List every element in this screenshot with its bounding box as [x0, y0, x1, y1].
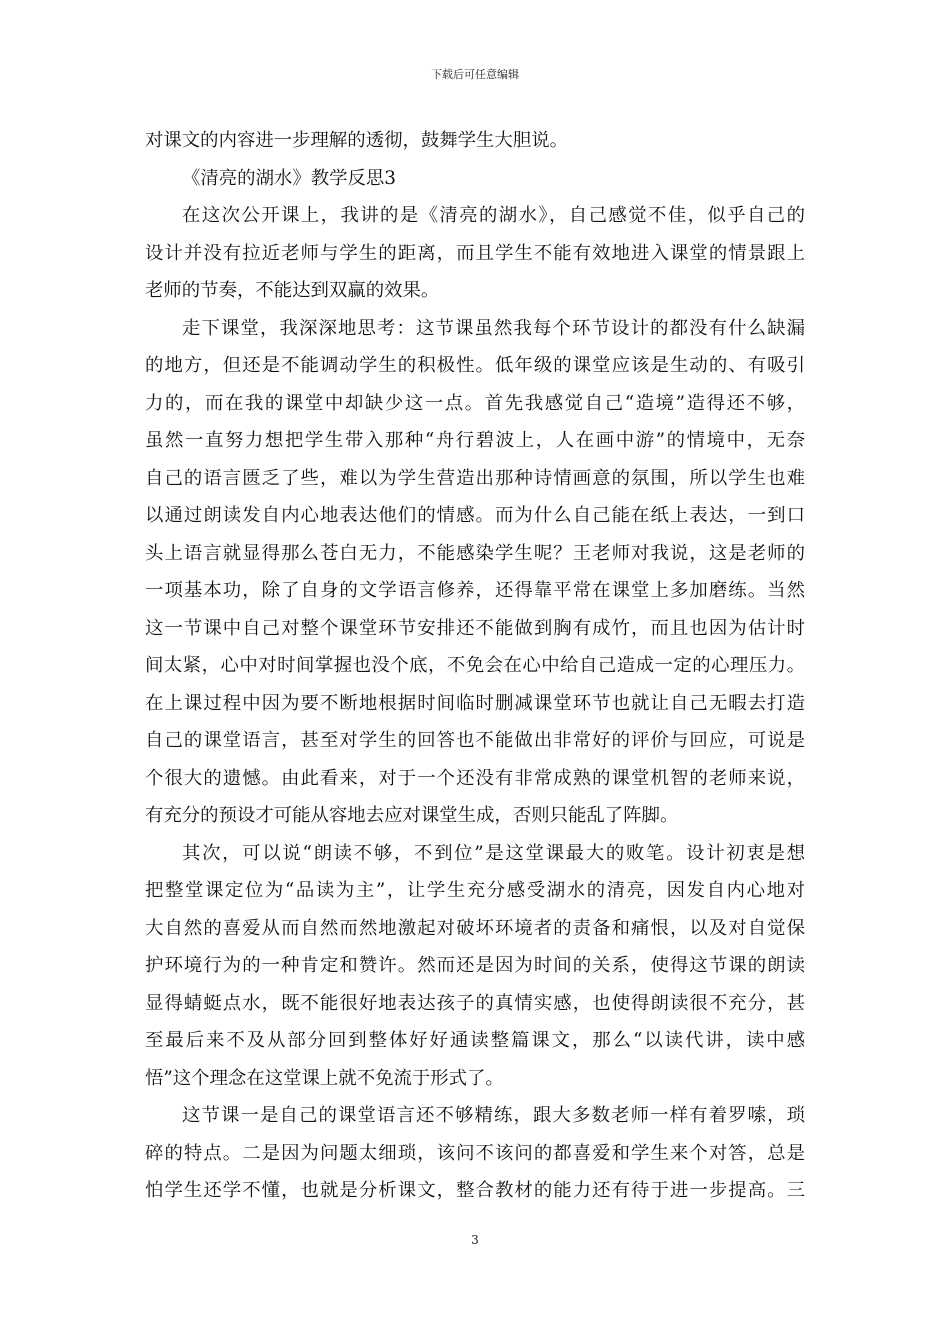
text-line: 力的，而在我的课堂中却缺少这一点。首先我感觉自己“造境”造得还不够， [145, 392, 805, 414]
text-line: 一项基本功，除了自身的文学语言修养，还得靠平常在课堂上多加磨练。当然 [145, 580, 805, 601]
text-line: 自己的课堂语言，甚至对学生的回答也不能做出非常好的评价与回应，可说是 [145, 730, 805, 751]
text-line: 个很大的遗憾。由此看来，对于一个还没有非常成熟的课堂机智的老师来说， [145, 767, 805, 789]
page-number: 3 [471, 1233, 479, 1247]
text-line: 这节课一是自己的课堂语言还不够精练，跟大多数老师一样有着罗嗦，琐 [182, 1105, 805, 1126]
text-line: 至最后来不及从部分回到整体好好通读整篇课文，那么“以读代讲，读中感 [145, 1030, 805, 1051]
text-line: 虽然一直努力想把学生带入那种“舟行碧波上，人在画中游”的情境中，无奈 [145, 430, 805, 451]
text-line: 设计并没有拉近老师与学生的距离，而且学生不能有效地进入课堂的情景跟上 [145, 242, 805, 264]
text-line: 怕学生还学不懂，也就是分析课文，整合教材的能力还有待于进一步提高。三 [145, 1180, 805, 1201]
text-line: 对课文的内容进一步理解的透彻，鼓舞学生大胆说。 [145, 130, 568, 151]
page-header: 下载后可任意编辑 [431, 68, 519, 81]
text-line: 大自然的喜爱从而自然而然地激起对破坏环境者的责备和痛恨，以及对自觉保 [145, 917, 805, 939]
text-line: 老师的节奏，不能达到双赢的效果。 [145, 280, 440, 301]
text-line: 碎的特点。二是因为问题太细琐，该问不该问的都喜爱和学生来个对答，总是 [145, 1142, 805, 1164]
text-line: 显得蜻蜓点水，既不能很好地表达孩子的真情实感，也使得朗读很不充分，甚 [145, 992, 805, 1014]
text-line: 在上课过程中因为要不断地根据时间临时删减课堂环节也就让自己无暇去打造 [145, 692, 805, 714]
text-line: 把整堂课定位为“品读为主”，让学生充分感受湖水的清亮，因发自内心地对 [145, 880, 805, 901]
text-line: 头上语言就显得那么苍白无力，不能感染学生呢？王老师对我说，这是老师的 [145, 542, 805, 564]
text-line: 《清亮的湖水》教学反思3 [182, 167, 396, 189]
text-line: 悟”这个理念在这堂课上就不免流于形式了。 [145, 1067, 504, 1089]
document-body [145, 122, 805, 1210]
text-line: 护环境行为的一种肯定和赞许。然而还是因为时间的关系，使得这节课的朗读 [145, 955, 805, 976]
text-line: 在这次公开课上，我讲的是《清亮的湖水》，自己感觉不佳，似乎自己的 [182, 205, 805, 226]
text-line: 其次，可以说“朗读不够，不到位”是这堂课最大的败笔。设计初衷是想 [182, 842, 805, 864]
text-line: 自己的语言匮乏了些，难以为学生营造出那种诗情画意的氛围，所以学生也难 [145, 467, 805, 489]
text-line: 的地方，但还是不能调动学生的积极性。低年级的课堂应该是生动的、有吸引 [145, 355, 805, 376]
text-line: 走下课堂，我深深地思考：这节课虽然我每个环节设计的都没有什么缺漏 [182, 317, 805, 339]
text-line: 有充分的预设才可能从容地去应对课堂生成，否则只能乱了阵脚。 [145, 805, 679, 826]
text-line: 以通过朗读发自内心地表达他们的情感。而为什么自己能在纸上表达，一到口 [145, 505, 805, 526]
text-line: 这一节课中自己对整个课堂环节安排还不能做到胸有成竹，而且也因为估计时 [145, 617, 805, 639]
text-line: 间太紧，心中对时间掌握也没个底，不免会在心中给自己造成一定的心理压力。 [145, 655, 805, 676]
